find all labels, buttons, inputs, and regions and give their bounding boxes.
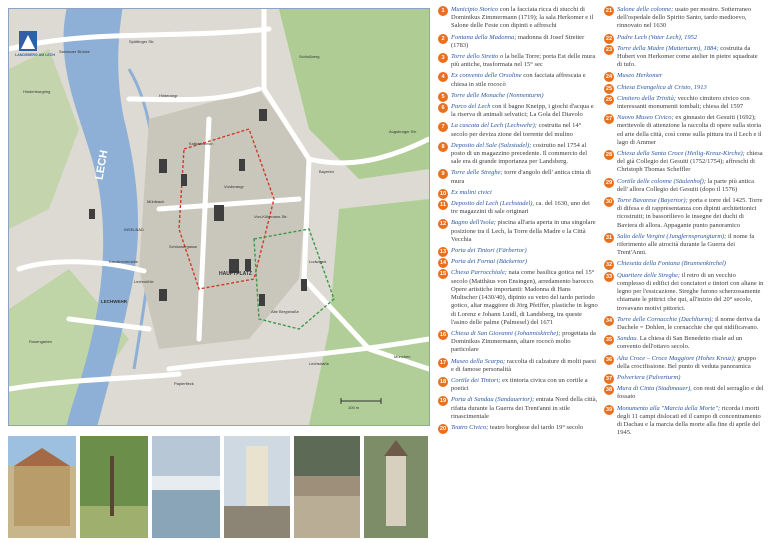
road-label: Vorderangr [224,184,244,189]
legend-panel [438,6,764,540]
legend-title: Porta dei Tintori (Färbertor) [451,247,527,255]
road-label: Von-Kühlmann-Str. [254,214,288,219]
legend-entry[interactable] [438,200,598,216]
road-label: Hindenburgring [23,89,51,94]
legend-title: Nuovo Museo Civico; [617,114,674,122]
legend-number-badge: 34 [605,317,613,324]
legend-title: La cascata del Lech (Lechwehr); [451,122,537,130]
legend-entry[interactable] [438,219,598,244]
legend-number-badge: 1 [438,6,448,16]
legend-title: Museo Herkomer [617,72,663,80]
legend-number-badge: 31 [605,234,613,241]
legend-number-badge: 13 [439,249,447,256]
legend-entry[interactable] [438,247,598,255]
legend-title: Alta Croce – Croce Maggiore (Hohes Kreuz); [617,354,736,362]
legend-entry[interactable] [438,6,598,31]
legend-number-badge: 20 [439,425,447,432]
legend-number-badge: 17 [439,359,447,366]
legend-entry[interactable] [604,45,764,70]
legend-description: la parte più antica dell' allora Collegio dei Gesuiti (dopo il 1576) [617,177,755,193]
legend-title: Torre Bavarese (Bayertor); [617,197,688,205]
legend-title: Fontana della Madonna; [451,33,517,41]
legend-title: Chiesa Parrocchiale; [451,269,507,277]
legend-title: Torre delle Cornacchie (Dachlturm); [617,315,714,323]
legend-number-badge: 22 [605,35,613,42]
legend-entry[interactable] [438,142,598,167]
legend-title: Salto delle Vergini (Jungfernsprungturm); [617,232,727,240]
road-label: Karolinenbrücke [109,259,138,264]
legend-number-badge: 24 [605,74,613,81]
legend-description: ricorda i morti degli 11 campi dislocati ed il campo di concentramento di Dachau e la marcia della morte alla fine di aprile del 1945. [617,404,761,437]
legend-entry[interactable] [604,150,764,175]
legend-entry[interactable] [438,169,598,185]
legend-number-badge: 2 [438,34,448,44]
legend-number-badge: 19 [439,398,447,405]
legend-title: Chiesa di San Giovanni (Johanniskirche); [451,329,561,337]
legend-number-badge: 16 [439,331,447,338]
legend-number-badge: 36 [605,356,613,363]
legend-column-2 [604,6,764,440]
legend-entry[interactable] [604,272,764,313]
legend-description: torre d'angolo dell' antica cinta di mura [451,169,591,185]
legend-entry[interactable] [604,84,764,92]
legend-entry[interactable] [438,72,598,88]
legend-entry[interactable] [438,396,598,421]
legend-entry[interactable] [604,6,764,31]
legend-number-badge: 38 [605,387,613,394]
road-label: Spöttinger Str. [129,39,155,44]
legend-description: usato per mostre. Sotterraneo dell'ospedale dello Spirito Santo, tardo medioevo, rinnovato nel 1630 [617,6,752,30]
legend-description: gruppo della crocifissione. Bel punto di veduta panoramica [617,354,756,370]
legend-description: il retro di un vecchio complesso di edifici dei conciatori e tintori con altane in legno per l'essicazione. Streghe furono scherzosamente chiamate le pittrici che qui, all'inizio del 20° secolo, trovavano motivi pittorici. [617,271,764,312]
legend-title: Ex mulini civici [451,188,492,196]
legend-entry[interactable] [438,377,598,393]
legend-description: con la facciata ricca di stucchi di Dominikus Zimmermann (1719); la sala Herkomer e il Salone delle Feste con dipinti e affreschi [451,6,594,30]
legend-entry[interactable] [604,233,764,258]
legend-title: Chiesa Evangelica di Cristo, 1913 [617,83,707,91]
legend-number-badge: 39 [605,406,613,413]
legend-entry[interactable] [604,260,764,268]
legend-title: Cortile delle colonne (Säulenhof); [617,177,706,185]
road-label: Lechstraße [309,361,330,366]
legend-number-badge: 30 [605,199,613,206]
legend-description: La chiesa di San Benedetto risale ad un convento dell'ottavo secolo. [617,335,743,351]
city-map[interactable] [8,8,430,426]
legend-title: Porta di Sandau (Sandauertor); [451,396,535,404]
legend-entry[interactable] [438,424,598,432]
legend-number-badge: 8 [438,142,448,152]
legend-number-badge: 5 [438,92,448,102]
photo-park [80,436,148,538]
road-label: Alte Bergstraße [271,309,299,314]
road-label: Sandauer Brücke [59,49,90,54]
legend-number-badge: 29 [605,179,613,186]
legend-number-badge: 4 [438,72,448,82]
legend-number-badge: 18 [439,378,447,385]
legend-entry[interactable] [604,95,764,111]
legend-column-1 [438,6,598,435]
legend-number-badge: 32 [605,262,613,269]
legend-title: Bagno dell'Isola; [451,219,496,227]
legend-description: con facciata affrescata e chiesa in stile rococò [451,72,586,88]
place-label-inselbad: INSELBAD [124,227,144,232]
legend-description: teatro borghese del tardo 19° secolo [488,423,584,431]
legend-title: Ex convento delle Orsoline [451,72,522,80]
legend-description: il nome deriva da Dachele = Dohlen, le cornacchie che qui nidificavano. [617,315,761,331]
legend-title: Parco del Lech [451,103,491,111]
photo-town-hall [8,436,76,538]
road-label: Hinterangr [159,93,178,98]
legend-number-badge: 11 [438,200,448,210]
legend-number-badge: 14 [439,260,447,267]
legend-description: raccolta di calzature di molti paesi e di famose personalità [451,357,597,373]
legend-number-badge: 33 [605,273,613,280]
legend-number-badge: 28 [605,152,613,159]
park-area-east [309,199,429,425]
legend-description: progettata da Dominikus Zimmermann, altare rococò molto particolare [451,329,596,354]
legend-description: chiesa del già Collegio dei Gesuiti (1752/1754); affreschi di Christoph Thomas Scheffler [617,150,763,174]
logo-text: LANDSBERG AM LECH [15,53,55,57]
legend-number-badge: 21 [605,8,613,14]
legend-title: Torre delle Monache (Nonnenturm) [451,91,544,99]
legend-title: Torre dello Stretto [451,53,499,61]
road-label: Papierfleck [174,381,194,386]
legend-entry[interactable] [438,258,598,266]
legend-description: ex tintoria civica con un cortile a poetici [451,376,588,393]
landsberg-logo [19,31,37,51]
legend-title: Sandau. [617,335,639,343]
legend-title: Monumento alla "Marcia della Morte"; [617,404,721,412]
legend-entry[interactable] [438,103,598,119]
legend-title: Teatro Civico; [451,423,489,431]
place-label-hauptplatz: HAUPTPLATZ [219,271,252,277]
legend-entry[interactable] [438,189,598,197]
legend-description: con il bagno Kneipp, i giochi d'acqua e la riserva di animali selvatici; La Gola del Diavolo [451,103,594,119]
legend-description: costruita nel 14° secolo per deviza zione del torrente del mulino [451,122,582,138]
legend-title: Porta dei Fornai (Bäckertor) [451,258,527,266]
road-label: Lechmühle [134,279,154,284]
legend-description: porta e torre del 1425. Torre di difesa e di rappresentanza con dipinti architettonici ricostruiti; in bassorilievo le insegne dei duchi di Baviera di allora. Appagante punto panoramico [617,197,763,229]
legend-number-badge: 25 [605,85,613,92]
legend-entry[interactable] [604,385,764,401]
photo-strip [8,436,428,538]
legend-title: Museo della Scarpa; [451,357,506,365]
legend-description: costruita da Hubert von Herkomer come atelier in pietre squadrate di tufo. [617,44,758,69]
legend-description: entrata Nord della città, rifatta durante la Guerra dei Trent'anni in stile rinascimentale [451,396,598,420]
legend-title: Padre Lech (Vater Lech), 1952 [617,33,698,41]
road-label: Rosengarten [29,339,52,344]
legend-entry[interactable] [604,355,764,371]
legend-number-badge: 15 [439,271,447,278]
legend-description: madonna di Josef Streiter (1783) [451,33,585,49]
legend-number-badge: 3 [438,53,448,63]
road-label: München [394,354,411,359]
legend-title: Torre delle Streghe; [451,169,503,177]
legend-number-badge: 10 [439,190,447,197]
legend-description: nata come basilica gotica nel 15° secolo (Matthäus von Ensingen), arredamento barocco. Opere artistiche importanti: Madonna di Hans Multscher (1430/40), dipinto su vetro del tardo periodo gotico, altar maggiore di Jörg Pfeiffer, plastiche in legno di Lorenz e Johann Luidl, di Landsberg, tra queste l'asino delle palme (Palmesel) del 1671 [451,269,598,326]
road-label: Schlossergasse [169,244,198,249]
map-canvas [9,9,429,425]
legend-title: Polveriera (Pulverturm) [617,373,681,381]
legend-number-badge: 27 [605,116,613,123]
legend-description: ca. del 1630, uno dei tre magazzini di sale originari [451,200,590,216]
legend-description: costruito nel 1754 al posto di un magazzino precedente. Il commercio del sale era di grande importanza per Landsberg. [451,141,588,166]
legend-title: Deposito del Lech (Lechstadel), [451,200,535,208]
legend-description: con resti del serraglio e del fossato [617,385,764,401]
road-label: Katharinenstr. [189,141,214,146]
legend-entry[interactable] [438,92,598,100]
legend-entry[interactable] [604,178,764,194]
legend-title: Salone delle colonne; [617,6,674,13]
road-label: Bayertor [319,169,335,174]
photo-river-weir [152,436,220,538]
legend-description: o la bella Torre; porta Est delle mura più antiche, trasformata nel 15° sec [451,53,596,69]
scale-label: 100 m [348,405,360,410]
legend-title: Mura di Cinta (Stadtmauer), [617,385,692,393]
road-label: Mühlbach [147,199,165,204]
legend-number-badge: 7 [438,122,448,132]
legend-entry[interactable] [438,358,598,374]
photo-mother-tower [364,436,428,538]
legend-entry[interactable] [604,197,764,230]
legend-entry[interactable] [604,34,764,42]
legend-number-badge: 6 [438,103,448,113]
legend-entry[interactable] [438,330,598,355]
legend-entry[interactable] [438,122,598,138]
legend-title: Municipio Storico [451,6,499,13]
legend-entry[interactable] [604,374,764,382]
legend-number-badge: 12 [439,221,447,228]
legend-title: Cimitero della Trinità; [617,94,676,102]
photo-tower [224,436,290,538]
road-label: Augsburger Str. [389,129,417,134]
legend-title: Torre della Madre (Mutterturm), 1884; [617,44,719,52]
river-label: LECH [93,149,111,181]
legend-number-badge: 23 [605,46,613,53]
legend-description: ex ginnasio dei Gesuiti (1692); meritevole di attenzione la raccolta di opere sulla storia ed arte della città, così come sulla pittura tra il Lech e il lago di Ammer [617,114,762,146]
legend-title: Cortile dei Tintori; [451,376,501,384]
legend-entry[interactable] [604,405,764,438]
legend-number-badge: 9 [438,169,448,179]
legend-number-badge: 37 [605,375,613,382]
legend-entry[interactable] [604,316,764,332]
legend-title: Quartiere delle Streghe; [617,271,681,279]
place-label-lechwehr: LECHWEHR [101,299,127,304]
legend-entry[interactable] [438,53,598,69]
photo-street [294,436,360,538]
legend-description: vecchio cimitero civico con interessanti monumenti tombali; chiesa del 1597 [617,94,750,111]
legend-entry[interactable] [604,335,764,351]
legend-description: piscina all'aria aperta in una singolare posizione tra il Lech, la Torre della Madre e la Città Vecchia [451,219,596,243]
legend-entry[interactable] [604,72,764,80]
legend-title: Chiesa della Santa Croce (Heilig-Kreuz-Kirche); [617,150,745,158]
legend-entry[interactable] [604,114,764,147]
legend-number-badge: 35 [605,337,613,344]
legend-entry[interactable] [438,34,598,50]
legend-description: il nome fa riferimento alle atrocità durante la Guerra dei Trent'Anni. [617,232,755,257]
legend-entry[interactable] [438,269,598,326]
road-label: Ludwigstr. [309,259,328,264]
legend-title: Chiesetta della Fontana (Brunnenkirchel) [617,260,726,268]
legend-title: Deposito del Sale (Salzstadel); [451,141,532,149]
road-label: Schloßberg [299,54,320,59]
legend-number-badge: 26 [605,96,613,103]
